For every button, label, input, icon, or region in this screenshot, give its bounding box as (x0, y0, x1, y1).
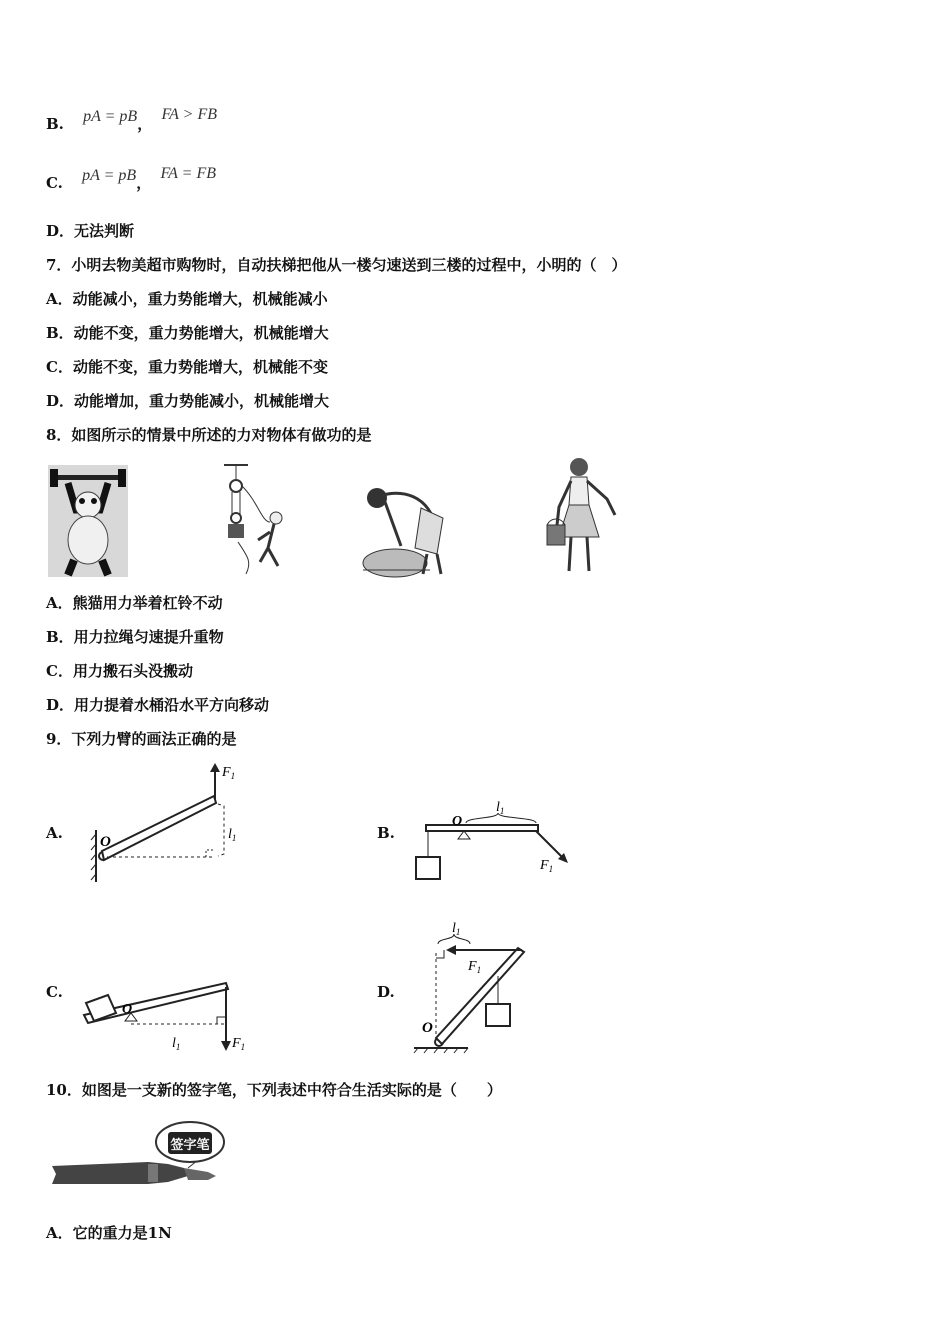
l1-label: $l_1$ (172, 1036, 181, 1052)
l1-label: $l_1$ (452, 921, 461, 937)
formula-force-gt: FA > FB (161, 106, 217, 123)
pivot-o-label: O (452, 814, 463, 829)
f1-label: $F_1$ (468, 959, 482, 975)
option-letter: B. (46, 115, 64, 133)
q9-label-c: C. (46, 983, 63, 1001)
q7-option-b: B．动能不变，重力势能增大，机械能增大 (46, 324, 329, 342)
q8-stem: 8．如图所示的情景中所述的力对物体有做功的是 (46, 426, 372, 444)
lever-figure-a (88, 760, 258, 885)
q6-option-c (46, 165, 216, 193)
pen-label: 签字笔 (170, 1137, 210, 1152)
f1-label: $F_1$ (232, 1036, 246, 1052)
q7-stem: 7．小明去物美超市购物时，自动扶梯把他从一楼匀速送到三楼的过程中，小明的（ ） (46, 256, 627, 274)
q10-stem: 10．如图是一支新的签字笔，下列表述中符合生活实际的是（ ） (46, 1081, 502, 1099)
q10-option-a: A．它的重力是1N (46, 1224, 172, 1242)
pivot-o-label: O (100, 834, 111, 850)
q7-option-a: A．动能减小，重力势能增大，机械能减小 (46, 290, 328, 308)
q8-option-c: C．用力搬石头没搬动 (46, 662, 193, 680)
q7-option-d: D．动能增加，重力势能减小，机械能增大 (46, 392, 330, 410)
f1-label: $F_1$ (222, 765, 236, 781)
q7-option-c: C．动能不变，重力势能增大，机械能不变 (46, 358, 328, 376)
pivot-o-label: O (422, 1020, 433, 1036)
lift-stone-figure (355, 478, 450, 578)
f1-label: $F_1$ (540, 858, 554, 874)
formula-pressure-eq: pA = pB (83, 108, 138, 125)
lever-figure-d (412, 920, 542, 1054)
q8-option-a: A．熊猫用力举着杠铃不动 (46, 594, 223, 612)
q9-label-a: A. (46, 824, 63, 842)
carry-bucket-figure (543, 455, 623, 577)
pen-figure (48, 1118, 228, 1193)
q9-label-b: B. (377, 824, 395, 842)
q9-stem: 9．下列力臂的画法正确的是 (46, 730, 237, 748)
q8-option-b: B．用力拉绳匀速提升重物 (46, 628, 224, 646)
rope-pulley-figure (218, 462, 290, 578)
panda-barbell-figure (48, 465, 128, 577)
q6-option-d: D．无法判断 (46, 222, 135, 240)
q8-option-d: D．用力提着水桶沿水平方向移动 (46, 696, 270, 714)
l1-label: $l_1$ (496, 800, 505, 816)
q6-option-b (46, 106, 217, 134)
q9-label-d: D. (377, 983, 395, 1001)
formula-force-eq: FA = FB (160, 165, 216, 182)
lever-figure-c (80, 975, 255, 1055)
l1-label: $l_1$ (228, 827, 237, 843)
pivot-o-label: O (122, 1002, 133, 1017)
lever-figure-b (408, 795, 573, 887)
separator: ， (136, 174, 152, 192)
separator: ， (137, 115, 153, 133)
formula-pressure-eq: pA = pB (82, 167, 137, 184)
option-letter: C. (46, 174, 63, 192)
